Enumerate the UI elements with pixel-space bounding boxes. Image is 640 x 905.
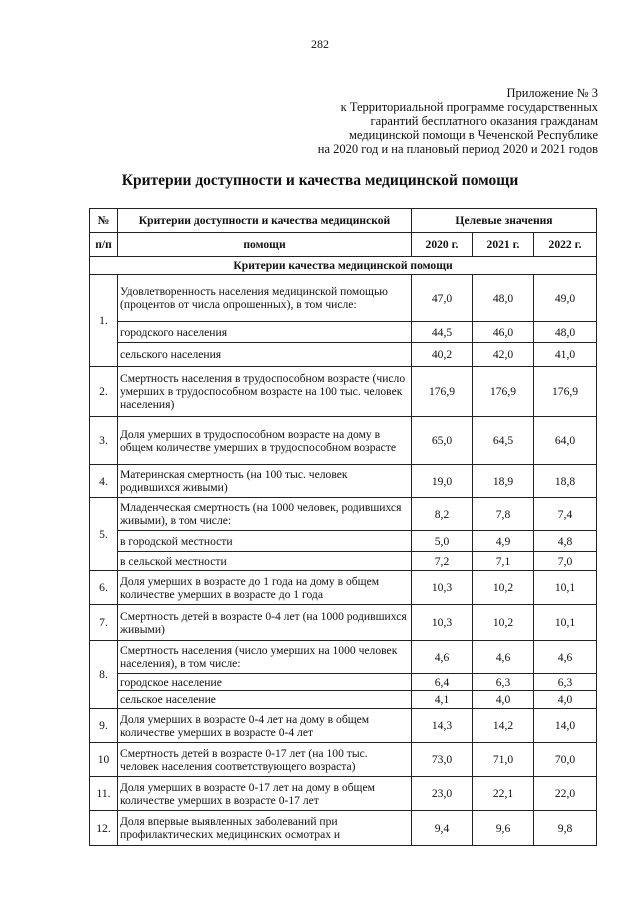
value-2020: 5,0 [412,531,473,552]
header-num-top: № [90,209,118,233]
document-title: Критерии доступности и качества медицинской помощи [121,172,519,189]
value-2020: 8,2 [412,498,473,531]
criterion-text: Смертность детей в возрасте 0-4 лет (на 1000 родившихся живыми) [118,605,412,641]
value-2021: 64,5 [473,417,534,465]
row-number: 5. [90,498,118,571]
value-2021: 71,0 [473,743,534,777]
row-number: 9. [90,709,118,743]
value-2021: 22,1 [473,777,534,811]
value-2021: 48,0 [473,275,534,322]
value-2022: 10,1 [534,605,597,641]
row-number: 2. [90,367,118,417]
value-2021: 46,0 [473,322,534,343]
value-2022: 176,9 [534,367,597,417]
row-number: 4. [90,465,118,498]
value-2022: 22,0 [534,777,597,811]
page-number: 282 [311,37,329,51]
section-title: Критерии качества медицинской помощи [90,257,597,275]
criterion-text: Смертность населения в трудоспособном возрасте (число умерших в трудоспособном возрасте на 100 тыс. человек населения) [118,367,412,417]
value-2021: 14,2 [473,709,534,743]
header-year-2021: 2021 г. [473,233,534,257]
header-targets: Целевые значения [412,209,597,233]
value-2021: 42,0 [473,343,534,367]
value-2020: 4,6 [412,641,473,674]
value-2022: 4,0 [534,691,597,709]
value-2020: 10,3 [412,605,473,641]
table-row [90,322,597,343]
value-2020: 73,0 [412,743,473,777]
section-row [90,257,597,275]
value-2022: 4,8 [534,531,597,552]
criterion-text: Доля умерших в возрасте 0-17 лет на дому в общем количестве умерших в возрасте 0-17 лет [118,777,412,811]
row-number: 11. [90,777,118,811]
value-2020: 19,0 [412,465,473,498]
criterion-text: в городской местности [118,531,412,552]
criterion-text: сельского населения [118,343,412,367]
value-2022: 9,8 [534,811,597,846]
table-row [90,691,597,709]
value-2020: 10,3 [412,571,473,605]
value-2022: 6,3 [534,674,597,691]
header-criteria-top: Критерии доступности и качества медицинской [118,209,412,233]
value-2022: 48,0 [534,322,597,343]
value-2021: 10,2 [473,605,534,641]
criterion-text: Доля умерших в возрасте до 1 года на дому в общем количестве умерших в возрасте до 1 года [118,571,412,605]
criterion-text: Доля впервые выявленных заболеваний при профилактических медицинских осмотрах и [118,811,412,846]
row-number: 1. [90,275,118,367]
header-row-bottom [90,233,597,257]
value-2022: 7,0 [534,552,597,571]
appendix-block [158,86,598,156]
table-row [90,674,597,691]
table-row [90,367,597,417]
value-2020: 176,9 [412,367,473,417]
value-2020: 23,0 [412,777,473,811]
value-2020: 6,4 [412,674,473,691]
criterion-text: Удовлетворенность населения медицинской помощью (процентов от числа опрошенных), в том числе: [118,275,412,322]
criterion-text: Доля умерших в трудоспособном возрасте на дому в общем количестве умерших в трудоспособном возрасте [118,417,412,465]
table-row [90,777,597,811]
value-2022: 18,8 [534,465,597,498]
value-2020: 65,0 [412,417,473,465]
row-number: 10 [90,743,118,777]
table-row [90,417,597,465]
appendix-line: на 2020 год и на плановый период 2020 и 2021 годов [317,142,598,156]
criterion-text: сельское население [118,691,412,709]
appendix-line: медицинской помощи в Чеченской Республике [349,128,598,142]
row-number: 6. [90,571,118,605]
value-2020: 7,2 [412,552,473,571]
header-criteria-bottom: помощи [118,233,412,257]
value-2020: 47,0 [412,275,473,322]
criterion-text: Смертность населения (число умерших на 1000 человек населения), в том числе: [118,641,412,674]
criterion-text: Доля умерших в возрасте 0-4 лет на дому в общем количестве умерших в возрасте 0-4 лет [118,709,412,743]
criterion-text: Материнская смертность (на 100 тыс. человек родившихся живыми) [118,465,412,498]
table-row [90,571,597,605]
value-2021: 7,8 [473,498,534,531]
row-number: 12. [90,811,118,846]
header-num-bottom: п/п [90,233,118,257]
value-2021: 4,6 [473,641,534,674]
table-row [90,343,597,367]
value-2022: 10,1 [534,571,597,605]
row-number: 8. [90,641,118,709]
value-2022: 70,0 [534,743,597,777]
value-2021: 9,6 [473,811,534,846]
value-2022: 64,0 [534,417,597,465]
header-year-2022: 2022 г. [534,233,597,257]
table-row [90,605,597,641]
value-2021: 4,9 [473,531,534,552]
value-2022: 4,6 [534,641,597,674]
criterion-text: Смертность детей в возрасте 0-17 лет (на 100 тыс. человек населения соответствующего возраста) [118,743,412,777]
table-row [90,531,597,552]
table-row [90,498,597,531]
table-row [90,709,597,743]
table-row [90,743,597,777]
value-2020: 14,3 [412,709,473,743]
row-number: 7. [90,605,118,641]
criterion-text: городское население [118,674,412,691]
appendix-line: к Территориальной программе государственных [340,100,598,114]
value-2022: 14,0 [534,709,597,743]
value-2022: 49,0 [534,275,597,322]
criterion-text: Младенческая смертность (на 1000 человек, родившихся живыми), в том числе: [118,498,412,531]
value-2020: 44,5 [412,322,473,343]
criterion-text: в сельской местности [118,552,412,571]
header-year-2020: 2020 г. [412,233,473,257]
header-row-top [90,209,597,233]
criteria-table [89,208,597,846]
value-2020: 4,1 [412,691,473,709]
value-2022: 41,0 [534,343,597,367]
value-2021: 176,9 [473,367,534,417]
table-row [90,811,597,846]
table-row [90,465,597,498]
row-number: 3. [90,417,118,465]
criterion-text: городского населения [118,322,412,343]
appendix-line: Приложение № 3 [506,86,598,100]
value-2021: 7,1 [473,552,534,571]
table-row [90,552,597,571]
value-2020: 40,2 [412,343,473,367]
table-row [90,641,597,674]
table-row [90,275,597,322]
value-2021: 4,0 [473,691,534,709]
value-2020: 9,4 [412,811,473,846]
appendix-line: гарантий бесплатного оказания гражданам [370,114,598,128]
value-2021: 10,2 [473,571,534,605]
value-2021: 6,3 [473,674,534,691]
value-2021: 18,9 [473,465,534,498]
value-2022: 7,4 [534,498,597,531]
